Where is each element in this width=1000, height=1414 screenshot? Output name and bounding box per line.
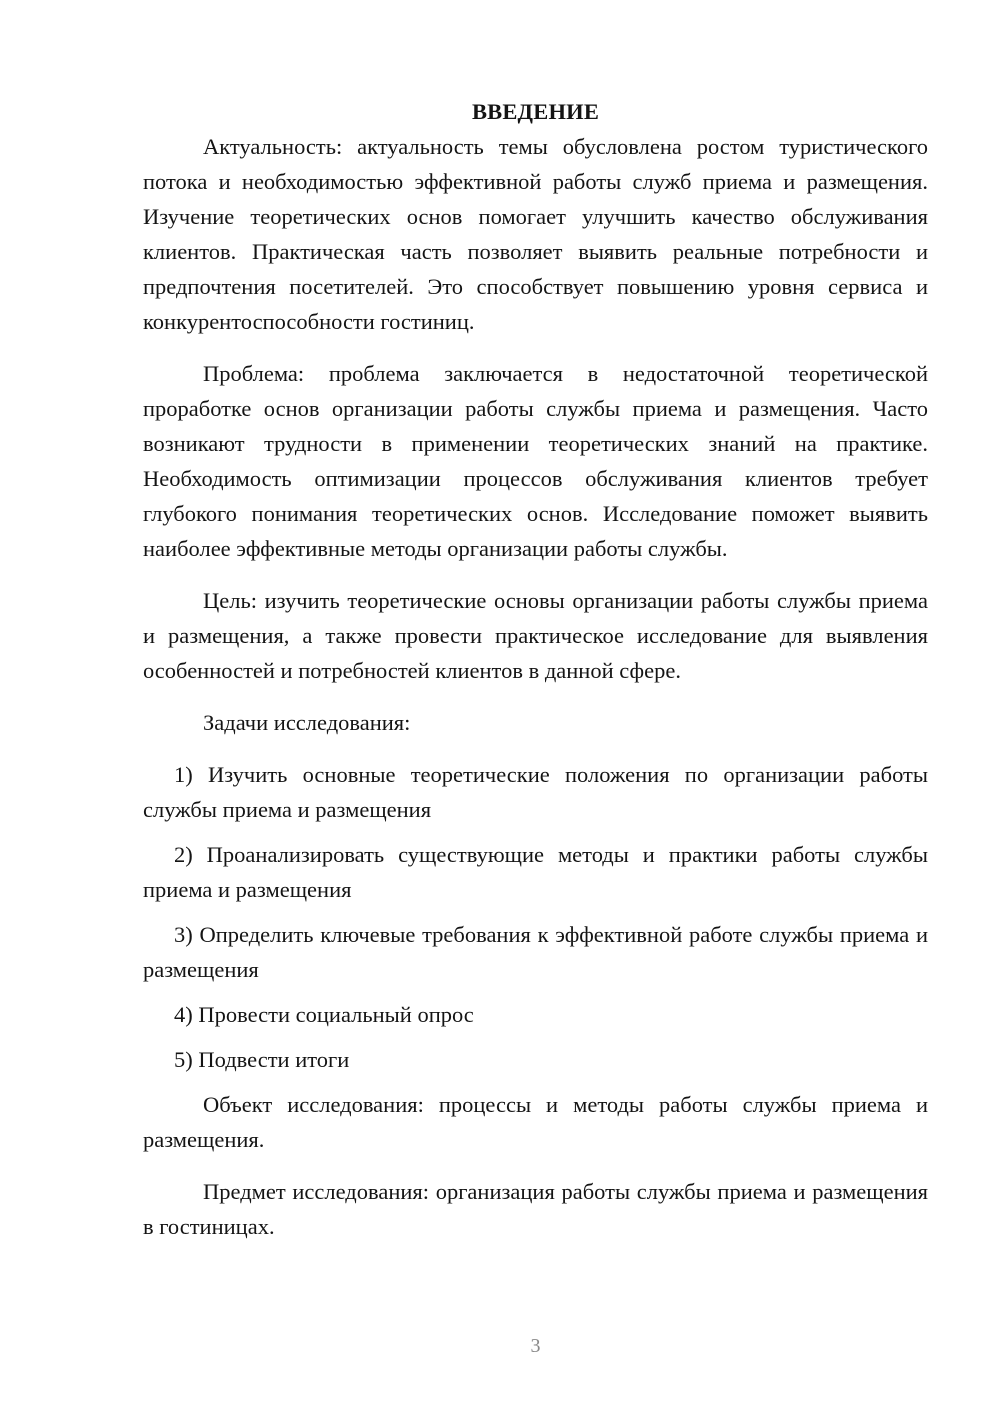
page-content <box>143 94 928 1261</box>
paragraph-problem: Проблема: проблема заключается в недостаточной теоретической проработке основ организации работы службы приема и размещения. Часто возникают трудности в применении теоретических знаний на практике. Необходимость оптимизации процессов обслуживания клиентов требует глубокого понимания теоретических основ. Исследование поможет выявить наиболее эффективные методы организации работы службы. <box>143 361 928 561</box>
list-item: 5) Подвести итоги <box>174 1047 350 1072</box>
list-item: 2) Проанализировать существующие методы и практики работы службы приема и размещения <box>143 842 928 902</box>
paragraph-subject: Предмет исследования: организация работы службы приема и размещения в гостиницах. <box>143 1179 928 1239</box>
paragraph-object: Объект исследования: процессы и методы работы службы приема и размещения. <box>143 1092 928 1152</box>
paragraph-tasks-heading: Задачи исследования: <box>203 710 411 735</box>
list-item: 3) Определить ключевые требования к эффективной работе службы приема и размещения <box>143 922 928 982</box>
page-title: ВВЕДЕНИЕ <box>471 99 600 124</box>
list-item: 4) Провести социальный опрос <box>174 1002 474 1027</box>
paragraph-goal: Цель: изучить теоретические основы организации работы службы приема и размещения, а также провести практическое исследование для выявления особенностей и потребностей клиентов в данной сфере. <box>143 588 928 683</box>
page-number: 3 <box>530 1335 541 1357</box>
tasks-list <box>143 757 928 1077</box>
list-item: 1) Изучить основные теоретические положения по организации работы службы приема и размещения <box>143 762 928 822</box>
paragraph-relevance: Актуальность: актуальность темы обусловлена ростом туристического потока и необходимостью эффективной работы служб приема и размещения. Изучение теоретических основ помогает улучшить качество обслуживания клиентов. Практическая часть позволяет выявить реальные потребности и предпочтения посетителей. Это способствует повышению уровня сервиса и конкурентоспособности гостиниц. <box>143 134 928 334</box>
